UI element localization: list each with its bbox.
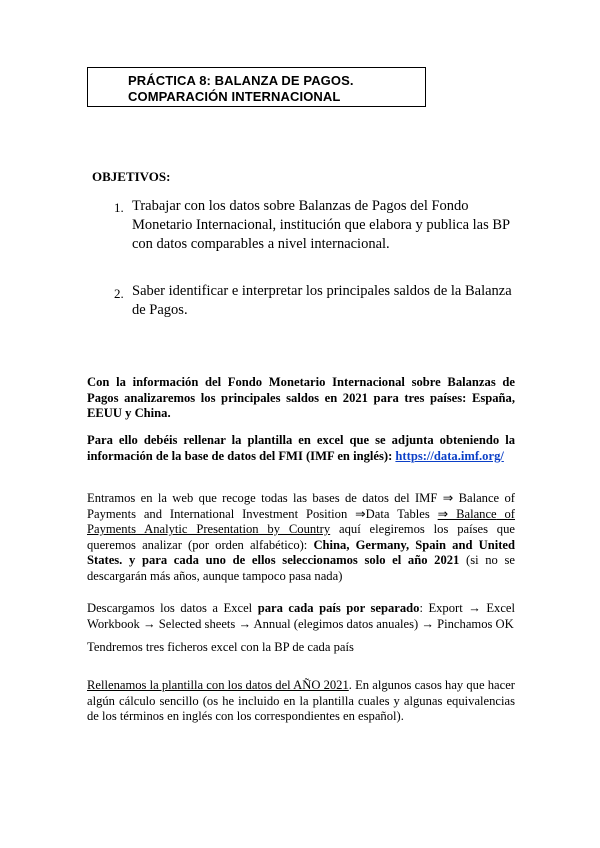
bold-text: para cada país por separado [257, 601, 420, 615]
steps-paragraph-files: Tendremos tres ficheros excel con la BP de cada país [87, 640, 354, 654]
objective-line: Saber identificar e interpretar los principales saldos de la Balanza [132, 283, 512, 299]
intro-paragraph-1: Con la información del Fondo Monetario Internacional sobre Balanzas de Pagos analizaremos los principales saldos en 2021 para tres países: España, EEUU y China. [87, 375, 515, 421]
bold-text: China, Germany, Spain and United States. y para cada uno de ellos seleccionamos solo el año 2021 [87, 537, 516, 568]
objetivos-heading: OBJETIVOS: [92, 169, 171, 184]
title-line-1: PRÁCTICA 8: BALANZA DE PAGOS. [128, 73, 354, 88]
objective-line: Monetario Internacional, institución que elabora y publica las BP [132, 217, 511, 233]
steps-text: : Export → Excel Workbook → Selected sheets → Annual (elegimos datos anuales) → Pinchamos OK [87, 601, 515, 631]
steps-text: Entramos en la web que recoge todas las bases de datos del IMF ⇒ Balance of Payments and International Investment Position ⇒Data Tables [87, 491, 515, 521]
objective-line: de Pagos. [132, 302, 188, 318]
objective-number: 1. [114, 200, 124, 215]
objective-line: con datos comparables a nivel internacional. [132, 236, 390, 252]
imf-data-link[interactable]: https://data.imf.org/ [395, 448, 504, 463]
objective-number: 2. [114, 286, 124, 301]
steps-text: (si no se descargarán más años, aunque tampoco pasa nada) [87, 553, 515, 583]
steps-text: Descargamos los datos a Excel [87, 601, 258, 615]
intro-paragraph-2 [87, 433, 515, 464]
intro-paragraph-2-text: Para ello debéis rellenar la plantilla en excel que se adjunta obteniendo la información de la base de datos del FMI (IMF en inglés): [87, 433, 515, 463]
objective-line: Trabajar con los datos sobre Balanzas de Pagos del Fondo [132, 198, 469, 214]
steps-paragraph-template [87, 678, 515, 725]
objective-text [132, 197, 512, 254]
underlined-text: Rellenamos la plantilla con los datos del AÑO 2021 [87, 678, 349, 692]
steps-paragraph-web [87, 491, 515, 585]
underlined-text: of Payments Analytic Presentation by Country [87, 506, 516, 537]
steps-text: aquí elegiremos los países que queremos analizar (por orden alfabético): [87, 522, 515, 552]
title-box [87, 67, 426, 107]
steps-paragraph-download [87, 601, 515, 632]
steps-text: . En algunos casos hay que hacer algún cálculo sencillo (os he incluido en la plantilla cuales y algunas equivalencias de los términos en inglés con los correspondientes en español). [87, 678, 515, 724]
title-line-2: COMPARACIÓN INTERNACIONAL [128, 89, 341, 104]
underlined-text: ⇒ Balance [437, 506, 497, 521]
objective-text [132, 282, 512, 320]
